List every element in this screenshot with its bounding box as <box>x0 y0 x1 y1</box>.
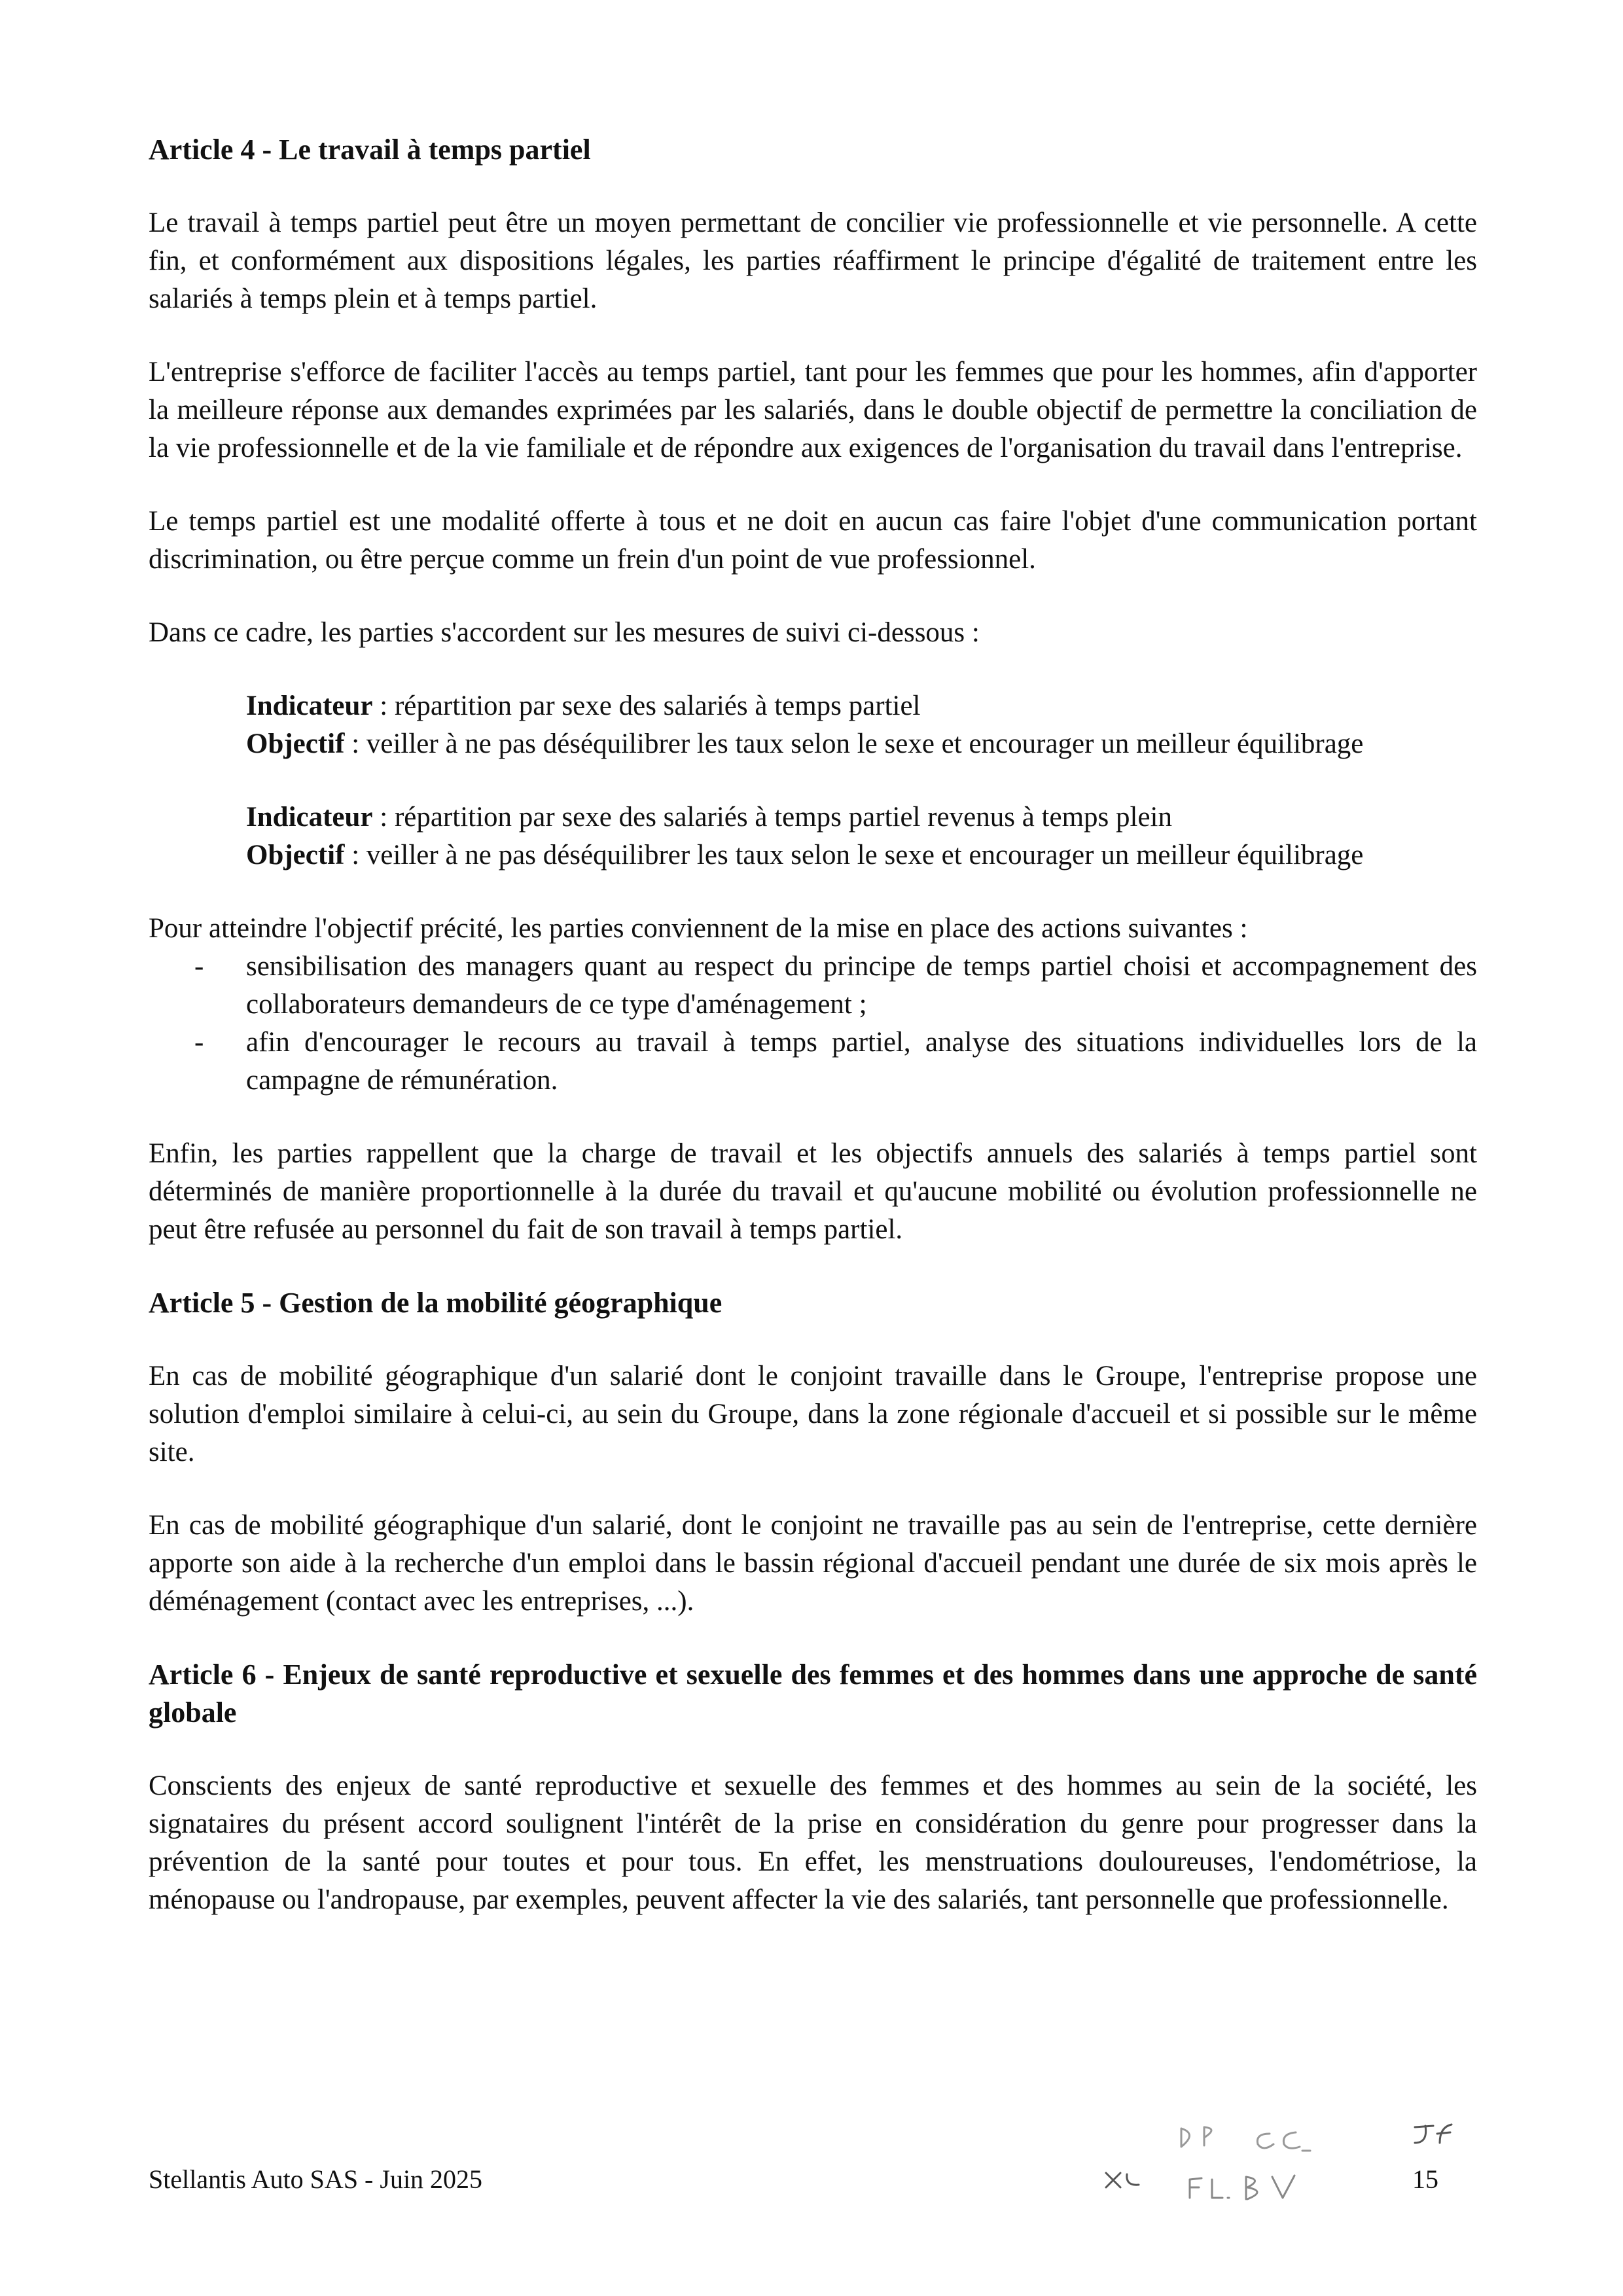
action-item <box>149 948 1477 1024</box>
document-page <box>149 131 1477 1954</box>
actions-list <box>149 948 1477 1100</box>
indicator-label: Indicateur <box>246 691 373 721</box>
objective-line <box>246 836 1477 874</box>
article-4-title: Article 4 - Le travail à temps partiel <box>149 134 591 166</box>
objective-label: Objectif <box>246 840 345 870</box>
indicator-block-1 <box>246 687 1477 763</box>
action-text: sensibilisation des managers quant au respect du principe de temps partiel choisi et accompagnement des collaborateurs demandeurs de ce type d'aménagement ; <box>246 951 1477 1020</box>
footer-company: Stellantis Auto SAS - Juin 2025 <box>149 2164 483 2194</box>
article-4-paragraph-5: Enfin, les parties rappellent que la charge de travail et les objectifs annuels des salariés à temps partiel sont déterminés de manière proportionnelle à la durée du travail et qu'aucune mobilité ou évolution professionnelle ne peut être refusée au personnel du fait de son travail à temps partiel. <box>149 1138 1477 1245</box>
article-6-paragraph-1: Conscients des enjeux de santé reproductive et sexuelle des femmes et des hommes au sein de la société, les signataires du présent accord soulignent l'intérêt de la prise en considération du genre pour progresser dans la prévention de la santé pour toutes et pour tous. En effet, les menstruations douloureuses, l'endométriose, la ménopause ou l'andropause, par exemples, peuvent affecter la vie des salariés, tant personnelle que professionnelle. <box>149 1770 1477 1915</box>
article-4-paragraph-4: Dans ce cadre, les parties s'accordent sur les mesures de suivi ci-dessous : <box>149 617 980 648</box>
objective-label: Objectif <box>246 728 345 759</box>
action-item <box>149 1024 1477 1100</box>
objective-line <box>246 725 1477 763</box>
indicator-text: : répartition par sexe des salariés à temps partiel revenus à temps plein <box>372 802 1172 833</box>
article-5-paragraph-1: En cas de mobilité géographique d'un salarié dont le conjoint travaille dans le Groupe, l'entreprise propose une solution d'emploi similaire à celui-ci, au sein du Groupe, dans la zone régionale d'accueil et si possible sur le même site. <box>149 1361 1477 1467</box>
article-4-paragraph-1: Le travail à temps partiel peut être un moyen permettant de concilier vie professionnelle et vie personnelle. A cette fin, et conformément aux dispositions légales, les parties réaffirment le principe d'égalité de traitement entre les salariés à temps plein et à temps partiel. <box>149 207 1477 314</box>
article-4-paragraph-3: Le temps partiel est une modalité offerte à tous et ne doit en aucun cas faire l'objet d'une communication portant discrimination, ou être perçue comme un frein d'un point de vue professionnel. <box>149 506 1477 575</box>
article-5-paragraph-2: En cas de mobilité géographique d'un salarié, dont le conjoint ne travaille pas au sein de l'entreprise, cette dernière apporte son aide à la recherche d'un emploi dans le bassin régional d'accueil pendant une durée de six mois après le déménagement (contact avec les entreprises, ...). <box>149 1510 1477 1617</box>
actions-intro: Pour atteindre l'objectif précité, les parties conviennent de la mise en place des actions suivantes : <box>149 913 1248 944</box>
page-number: 15 <box>1412 2164 1438 2194</box>
objective-text: : veiller à ne pas déséquilibrer les taux selon le sexe et encourager un meilleur équilibrage <box>344 728 1364 759</box>
list-dash: - <box>194 1027 204 1058</box>
indicator-label: Indicateur <box>246 802 373 833</box>
article-5-title: Article 5 - Gestion de la mobilité géographique <box>149 1287 722 1319</box>
list-dash: - <box>194 951 204 982</box>
article-4-paragraph-2: L'entreprise s'efforce de faciliter l'accès au temps partiel, tant pour les femmes que pour les hommes, afin d'apporter la meilleure réponse aux demandes exprimées par les salariés, dans le double objectif de permettre la conciliation de la vie professionnelle et de la vie familiale et de répondre aux exigences de l'organisation du travail dans l'entreprise. <box>149 357 1477 463</box>
article-6-title: Article 6 - Enjeux de santé reproductive et sexuelle des femmes et des hommes dans une approche de santé globale <box>149 1659 1477 1729</box>
indicator-line <box>246 798 1477 836</box>
action-text: afin d'encourager le recours au travail à temps partiel, analyse des situations individuelles lors de la campagne de rémunération. <box>246 1027 1477 1096</box>
indicator-block-2 <box>246 798 1477 874</box>
indicator-text: : répartition par sexe des salariés à temps partiel <box>372 691 921 721</box>
objective-text: : veiller à ne pas déséquilibrer les taux selon le sexe et encourager un meilleur équilibrage <box>344 840 1364 870</box>
indicator-line <box>246 687 1477 725</box>
